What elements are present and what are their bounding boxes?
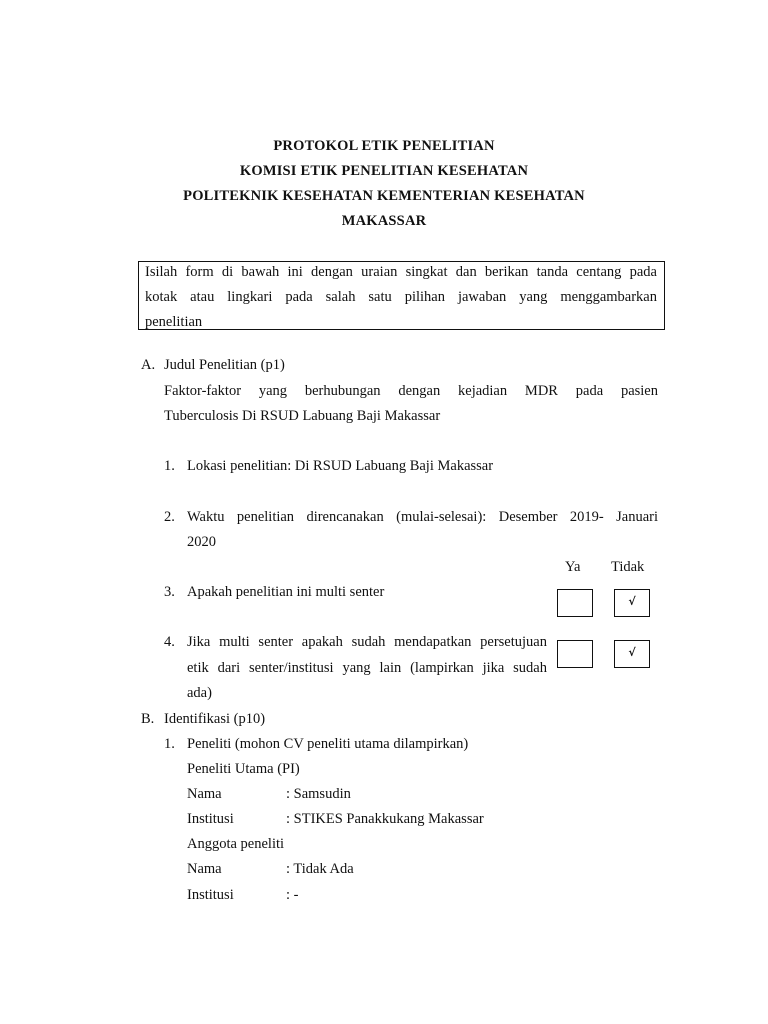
q3-ya-checkbox[interactable] bbox=[557, 589, 593, 617]
q4-tidak-checkbox[interactable]: √ bbox=[614, 640, 650, 668]
item-3-number: 3. bbox=[164, 584, 175, 600]
member-name-value: : Tidak Ada bbox=[286, 861, 354, 877]
column-tidak-label: Tidak bbox=[611, 559, 645, 575]
research-title-line-1: Faktor-faktor yang berhubungan dengan kejadian MDR pada pasien bbox=[164, 383, 658, 399]
instruction-line-1: Isilah form di bawah ini dengan uraian singkat dan berikan tanda centang pada bbox=[145, 264, 657, 280]
member-heading: Anggota peneliti bbox=[187, 836, 285, 852]
item-4-number: 4. bbox=[164, 634, 175, 650]
doc-title-line-4: MAKASSAR bbox=[341, 213, 427, 229]
q3-tidak-checkbox[interactable]: √ bbox=[614, 589, 650, 617]
pi-name-value: : Samsudin bbox=[286, 786, 351, 802]
section-b-item-1-label: Peneliti (mohon CV peneliti utama dilampirkan) bbox=[187, 736, 469, 752]
section-a-title: Judul Penelitian (p1) bbox=[164, 357, 285, 373]
instruction-line-2: kotak atau lingkari pada salah satu pilihan jawaban yang menggambarkan bbox=[145, 289, 657, 305]
pi-institution-value: : STIKES Panakkukang Makassar bbox=[286, 811, 484, 827]
principal-investigator-heading: Peneliti Utama (PI) bbox=[187, 761, 300, 777]
member-name-label: Nama bbox=[187, 861, 222, 877]
item-1-number: 1. bbox=[164, 458, 175, 474]
section-b-letter: B. bbox=[141, 711, 155, 727]
pi-name-label: Nama bbox=[187, 786, 222, 802]
q4-ya-checkbox[interactable] bbox=[557, 640, 593, 668]
pi-institution-label: Institusi bbox=[187, 811, 234, 827]
column-ya-label: Ya bbox=[565, 559, 581, 575]
member-institution-value: : - bbox=[286, 887, 299, 903]
item-2-schedule-line-1: Waktu penelitian direncanakan (mulai-selesai): Desember 2019- Januari bbox=[187, 509, 658, 525]
doc-title-line-2: KOMISI ETIK PENELITIAN KESEHATAN bbox=[239, 163, 529, 179]
item-4-question-line-2: etik dari senter/institusi yang lain (lampirkan jika sudah bbox=[187, 660, 547, 676]
member-institution-label: Institusi bbox=[187, 887, 234, 903]
item-2-schedule-line-2: 2020 bbox=[187, 534, 216, 550]
item-1-location: Lokasi penelitian: Di RSUD Labuang Baji Makassar bbox=[187, 458, 494, 474]
section-b-title: Identifikasi (p10) bbox=[164, 711, 266, 727]
instruction-line-3: penelitian bbox=[145, 314, 203, 330]
section-a-letter: A. bbox=[141, 357, 156, 373]
research-title-line-2: Tuberculosis Di RSUD Labuang Baji Makassar bbox=[164, 408, 441, 424]
item-4-question-line-3: ada) bbox=[187, 685, 212, 701]
doc-title-line-1: PROTOKOL ETIK PENELITIAN bbox=[273, 138, 495, 154]
item-3-question: Apakah penelitian ini multi senter bbox=[187, 584, 385, 600]
item-2-number: 2. bbox=[164, 509, 175, 525]
section-b-item-1-number: 1. bbox=[164, 736, 175, 752]
item-4-question-line-1: Jika multi senter apakah sudah mendapatkan persetujuan bbox=[187, 634, 547, 650]
doc-title-line-3: POLITEKNIK KESEHATAN KEMENTERIAN KESEHATAN bbox=[183, 188, 585, 204]
